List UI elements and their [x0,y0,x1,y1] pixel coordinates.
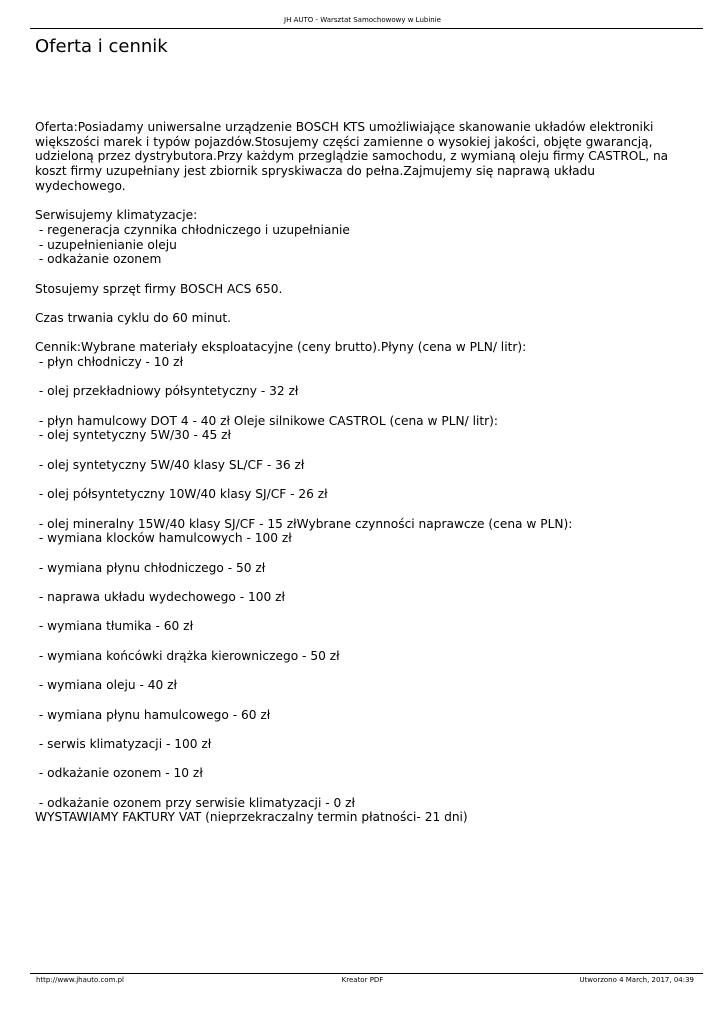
body-line: - wymiana klocków hamulcowych - 100 zł [35,531,292,546]
body-line: Oferta:Posiadamy uniwersalne urządzenie BOSCH KTS umożliwiające skanowanie układów elektroniki [35,120,654,134]
blank-line [35,399,685,414]
blank-line [35,502,685,517]
body-line: większości marek i typów pojazdów.Stosujemy części zamienne o wysokiej jakości, objęte gwarancją, [35,134,653,149]
blank-line [35,693,685,708]
blank-line [35,326,685,341]
blank-line [35,473,685,488]
body-line: WYSTAWIAMY FAKTURY VAT (nieprzekraczalny termin płatności- 21 dni) [35,810,468,825]
blank-line [35,546,685,561]
blank-line [35,781,685,796]
page-title: Oferta i cennik [35,36,168,57]
body-line: - olej przekładniowy półsyntetyczny - 32 zł [35,384,299,399]
body-line: Stosujemy sprzęt firmy BOSCH ACS 650. [35,281,283,296]
body-line: - olej syntetyczny 5W/30 - 45 zł [35,428,232,443]
body-line: - olej mineralny 15W/40 klasy SJ/CF - 15 złWybrane czynności naprawcze (cena w PLN): [35,516,573,531]
footer-url-link[interactable]: http://www.jhauto.com.pl [36,976,125,984]
body-line: - odkażanie ozonem - 10 zł [35,766,203,781]
body-line: Serwisujemy klimatyzacje: [35,208,198,223]
body-line: - wymiana płynu chłodniczego - 50 zł [35,560,266,575]
body-line: - uzupełnienianie oleju [35,237,177,252]
body-line: wydechowego. [35,178,126,193]
blank-line [35,193,685,208]
body-line: - odkażanie ozonem przy serwisie klimatyzacji - 0 zł [35,795,355,810]
body-line: - wymiana oleju - 40 zł [35,678,177,693]
footer-generator: Kreator PDF [341,976,384,984]
body-line: koszt firmy uzupełniany jest zbiornik spryskiwacza do pełna.Zajmujemy się naprawą układu [35,164,595,179]
body-line: Czas trwania cyklu do 60 minut. [35,310,232,325]
blank-line [35,370,685,385]
body-line: Cennik:Wybrane materiały eksploatacyjne (ceny brutto).Płyny (cena w PLN/ litr): [35,340,527,355]
footer-divider [30,973,703,974]
body-line: - wymiana płynu hamulcowego - 60 zł [35,707,271,722]
blank-line [35,634,685,649]
blank-line [35,605,685,620]
blank-line [35,443,685,458]
footer-created-date: Utworzono 4 March, 2017, 04:39 [579,976,694,984]
body-line: udzieloną przez dystrybutora.Przy każdym przeglądzie samochodu, z wymianą oleju firmy CASTROL, na [35,149,669,164]
body-line: - płyn chłodniczy - 10 zł [35,355,184,369]
body-line: - naprawa układu wydechowego - 100 zł [35,590,286,604]
blank-line [35,296,685,311]
blank-line [35,267,685,282]
body-line: - wymiana końcówki drążka kierowniczego - 50 zł [35,648,340,663]
header-divider [30,28,703,29]
body-line: - odkażanie ozonem [35,252,162,267]
body-line: - olej półsyntetyczny 10W/40 klasy SJ/CF - 26 zł [35,487,328,502]
body-line: - serwis klimatyzacji - 100 zł [35,736,212,751]
body-line: - wymiana tłumika - 60 zł [35,619,194,634]
document-body [35,120,685,825]
blank-line [35,663,685,678]
blank-line [35,752,685,767]
blank-line [35,722,685,737]
body-line: - płyn hamulcowy DOT 4 - 40 zł Oleje silnikowe CASTROL (cena w PLN/ litr): [35,413,499,428]
blank-line [35,575,685,590]
page-header: JH AUTO - Warsztat Samochowowy w Lubinie [284,16,441,24]
body-line: - olej syntetyczny 5W/40 klasy SL/CF - 36 zł [35,457,305,472]
body-line: - regeneracja czynnika chłodniczego i uzupełnianie [35,222,350,237]
